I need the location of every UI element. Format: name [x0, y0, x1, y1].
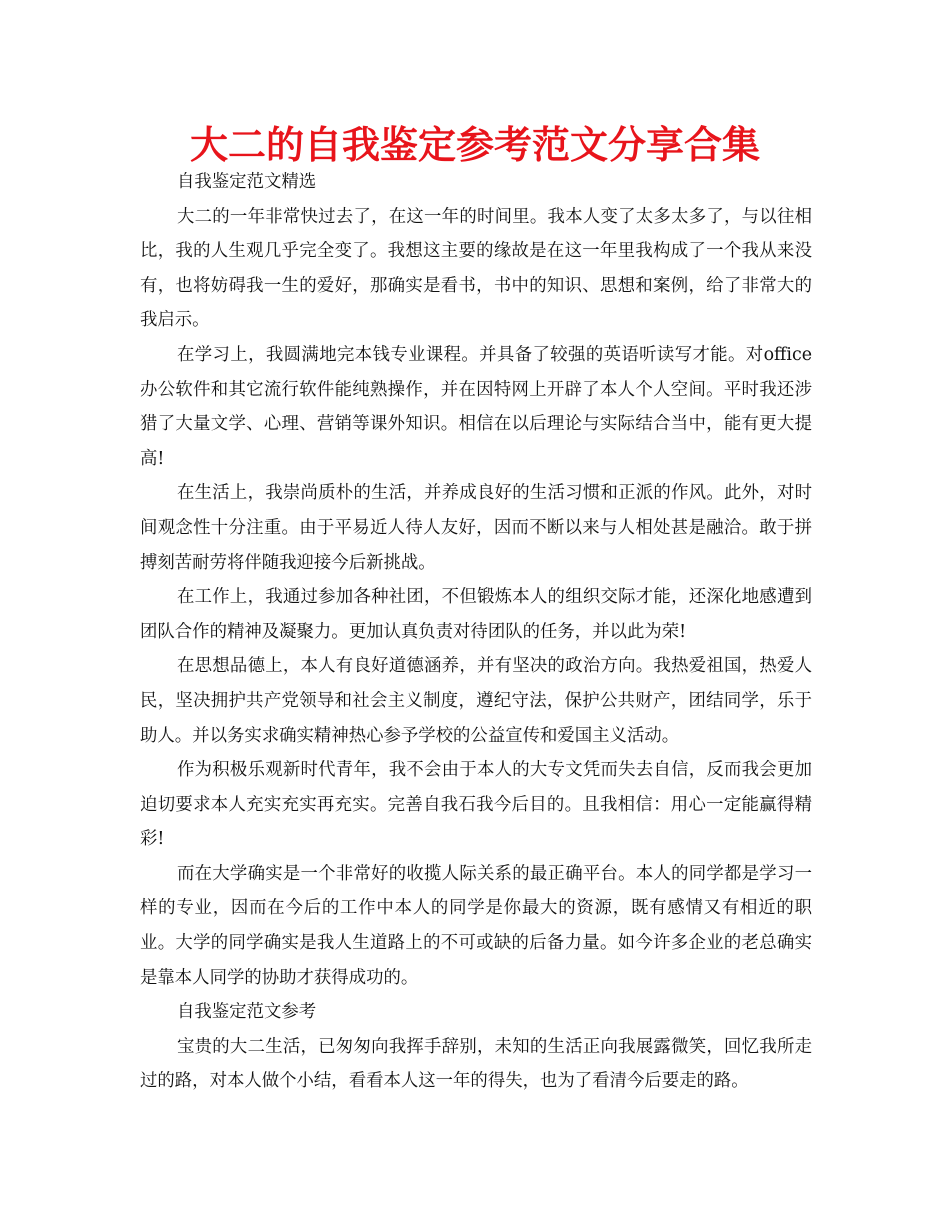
- section-heading-2: 自我鉴定范文参考: [177, 1002, 317, 1023]
- document-body: [140, 165, 812, 1099]
- section-heading-1: 自我鉴定范文精选: [177, 172, 317, 192]
- paragraph-intro: 大二的一年非常快过去了，在这一年的时间里。我本人变了太多太多了，与以往相比，我的人生观几乎完全变了。我想这主要的缘故是在这一年里我构成了一个我从来没有，也将妨碍我一生的爱好，那确实是看书，书中的知识、思想和案例，给了非常大的我启示。: [140, 206, 812, 331]
- paragraph-study: 在学习上，我圆满地完本钱专业课程。并具备了较强的英语听读写才能。对office办公软件和其它流行软件能纯熟操作，并在因特网上开辟了本人个人空间。平时我还涉猎了大量文学、心理、营销等课外知识。相信在以后理论与实际结合当中，能有更大提高!: [140, 344, 812, 469]
- document-title: 大二的自我鉴定参考范文分享合集: [189, 123, 760, 167]
- paragraph-life: 在生活上，我崇尚质朴的生活，并养成良好的生活习惯和正派的作风。此外，对时间观念性十分注重。由于平易近人待人友好，因而不断以来与人相处甚是融洽。敢于拼搏刻苦耐劳将伴随我迎接今后新挑战。: [140, 483, 812, 573]
- paragraph-summary: 宝贵的大二生活，已匆匆向我挥手辞别，未知的生活正向我展露微笑，回忆我所走过的路，对本人做个小结，看看本人这一年的得失，也为了看清今后要走的路。: [140, 1036, 812, 1092]
- paragraph-morality: 在思想品德上，本人有良好道德涵养，并有坚决的政治方向。我热爱祖国，热爱人民，坚决拥护共产党领导和社会主义制度，遵纪守法，保护公共财产，团结同学，乐于助人。并以务实求确实精神热心参予学校的公益宣传和爱国主义活动。: [140, 656, 812, 746]
- paragraph-youth: 作为积极乐观新时代青年，我不会由于本人的大专文凭而失去自信，反而我会更加迫切要求本人充实充实再充实。完善自我石我今后目的。且我相信：用心一定能赢得精彩!: [140, 760, 812, 850]
- paragraph-work: 在工作上，我通过参加各种社团，不但锻炼本人的组织交际才能，还深化地感遭到团队合作的精神及凝聚力。更加认真负责对待团队的任务，并以此为荣!: [140, 587, 812, 642]
- paragraph-university: 而在大学确实是一个非常好的收揽人际关系的最正确平台。本人的同学都是学习一样的专业，因而在今后的工作中本人的同学是你最大的资源，既有感情又有相近的职业。大学的同学确实是我人生道路上的不可或缺的后备力量。如今许多企业的老总确实是靠本人同学的协助才获得成功的。: [140, 863, 812, 988]
